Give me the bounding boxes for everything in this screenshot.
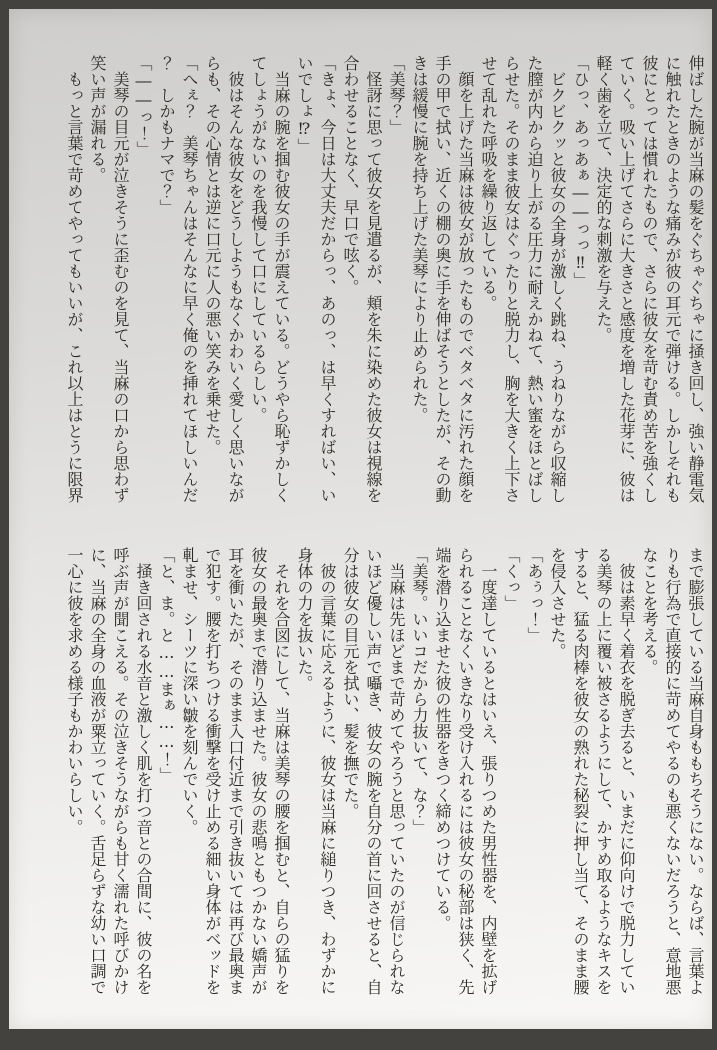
text-column: いでしょ⁉」 [295,55,314,154]
text-column: 彼はそんな彼女をどうしようもなくかわいく愛しく思いなが [226,55,245,503]
text-column: 当麻の腕を掴む彼女の手が震えている。どうやら恥ずかしく [272,55,291,503]
text-column: 「――っ！」 [134,55,153,157]
text-column: 手の甲で拭い、近くの棚の奥に手を伸ばそうとしたが、その動 [433,55,452,503]
text-column: 彼にとっては慣れたもので、さらに彼女を苛む責め苦を強くし [640,55,659,503]
text-column: 彼は素早く着衣を脱ぎ去ると、いまだに仰向けで脱力してい [617,547,636,995]
text-column: に、当麻の全身の血液が粟立っていく。舌足らずな幼い口調で [88,547,107,995]
text-column: 「美琴。いいコだから力抜いて、な？」 [410,547,429,835]
text-column: 伸ばした腕が当麻の髪をぐちゃぐちゃに掻き回し、強い静電気 [686,55,705,503]
text-column: 分は彼女の目元を拭い、髪を撫でた。 [341,547,360,819]
text-column: りも行為で直接的に苛めてやるのも悪くないだろうと、意地悪 [663,547,682,995]
text-column: きは緩慢に腕を持ち上げた美琴により止められた。 [410,55,429,423]
text-column: 軽く歯を立て、決定的な刺激を与えた。 [594,55,613,343]
text-column: それを合図にして、当麻は美琴の腰を掴むと、自らの猛りを [272,547,291,995]
text-column: 「美琴？」 [387,55,406,135]
text-column: すると、猛る肉棒を彼女の熟れた秘裂に押し当て、そのまま腰 [571,547,590,995]
text-column: 美琴の目元が泣きそうに歪むのを見て、当麻の口から思わず [111,55,130,503]
text-column: 「へぇ？ 美琴ちゃんはそんなに早く俺のを挿れてほしいんだ [180,55,199,503]
text-column: 軋ませ、シーツに深い皺を刻んでいく。 [180,547,199,835]
text-column: てしょうがないのを我慢して口にしているらしい。 [249,55,268,423]
text-column: で犯す。腰を打ちつける衝撃を受け止める細い身体がベッドを [203,547,222,995]
text-column: を侵入させた。 [548,547,567,659]
text-column: 「ひっ、あっあぁ――っっ‼」 [571,55,590,288]
text-column: 「くっ」 [502,547,521,611]
text-column: 端を潜り込ませた彼の性器をきつく締めつけている。 [433,547,452,931]
text-column: に触れたときのような痛みが彼の耳元で弾ける。しかしそれも [663,55,682,503]
text-column: もっと言葉で苛めてやってもいいが、これ以上はとうに限界 [65,55,84,503]
novel-page-paper [9,9,712,1029]
text-column: ？ しかもナマで？」 [157,55,176,215]
text-column: 彼女の最奥まで潜り込ませた。彼女の悲鳴ともつかない嬌声が [249,547,268,995]
text-column: まで膨張している当麻自身ももちそうにない。ならば、言葉よ [686,547,705,995]
text-column: いほど優しい声で囁き、彼女の腕を自分の首に回させると、自 [364,547,383,995]
text-column: 「きょ、今日は大丈夫だからっ、あのっ、は早くすればい、い [318,55,337,503]
text-column: らせた。そのまま彼女はぐったりと脱力し、胸を大きく上下さ [502,55,521,503]
text-column: なことを考える。 [640,547,659,675]
text-column: 掻き回される水音と激しく肌を打つ音との合間に、彼の名を [134,547,153,995]
vertical-text-block-top [63,55,707,503]
text-column: る美琴の上に覆い被さるようにして、かすめ取るようなキスを [594,547,613,995]
text-column: 顔を上げた当麻は彼女が放ったものでベタベタに汚れた顔を [456,55,475,503]
text-column: 呼ぶ声が聞こえる。その泣きそうながらも甘く濡れた呼びかけ [111,547,130,995]
text-column: 「と、ま。と……まぁ……！」 [157,547,176,783]
text-column: られることなくいきなり受け入れるには彼女の秘部は狭く、先 [456,547,475,995]
text-column: 笑い声が漏れる。 [88,55,107,183]
text-column: ビクビクッと彼女の全身が激しく跳ね、うねりながら収縮し [548,55,567,503]
text-column: 耳を衝いたが、そのまま入口付近まで引き抜いては再び最奥ま [226,547,245,995]
text-column: 身体の力を抜いた。 [295,547,314,691]
vertical-text-block-bottom [63,547,707,995]
text-column: せて乱れた呼吸を繰り返している。 [479,55,498,311]
text-column: 一度達しているとはいえ、張りつめた男性器を、内壁を拡げ [479,547,498,995]
text-column: 合わせることなく、早口で呟く。 [341,55,360,295]
text-column: ていく。吸い上げてさらに大きさと感度を増した花芽に、彼は [617,55,636,503]
text-column: らも、その心情とは逆に口元に人の悪い笑みを乗せた。 [203,55,222,455]
text-column: 「あぅっ！」 [525,547,544,643]
text-column: 彼の言葉に応えるように、彼女は当麻に縋りつき、わずかに [318,547,337,995]
text-column: 一心に彼を求める様子もかわいらしい。 [65,547,84,835]
text-column: 怪訝に思って彼女を見遣るが、頬を朱に染めた彼女は視線を [364,55,383,503]
text-column: た膣が内から迫り上がる圧力に耐えかねて、熱い蜜をほとばし [525,55,544,503]
text-column: 当麻は先ほどまで苛めてやろうと思っていたのが信じられな [387,547,406,995]
